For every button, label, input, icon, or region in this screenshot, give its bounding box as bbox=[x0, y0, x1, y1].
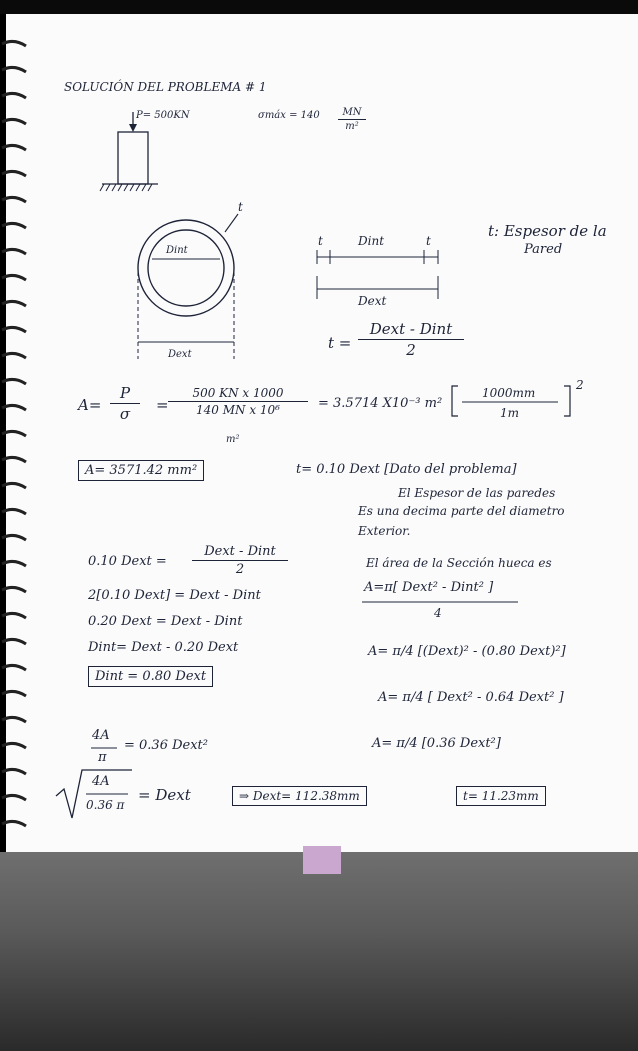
spiral-ring bbox=[2, 717, 26, 722]
spiral-ring bbox=[2, 665, 26, 670]
spiral-ring bbox=[2, 301, 26, 306]
spiral-ring bbox=[2, 353, 26, 358]
spiral-ring bbox=[2, 327, 26, 332]
spiral-ring bbox=[2, 171, 26, 176]
spiral-ring bbox=[2, 431, 26, 436]
definition-line2: Pared bbox=[524, 242, 563, 257]
t-result-box: t= 11.23mm bbox=[456, 786, 546, 806]
spiral-ring bbox=[2, 119, 26, 124]
spiral-ring bbox=[2, 769, 26, 774]
dext-label: Dext bbox=[168, 349, 192, 360]
spiral-ring bbox=[2, 535, 26, 540]
area-equals: = bbox=[156, 396, 169, 414]
note-line1: El Espesor de las paredes bbox=[398, 486, 556, 500]
spiral-ring bbox=[2, 145, 26, 150]
hollow-area-caption: El área de la Sección hueca es bbox=[366, 556, 552, 570]
scan-border bbox=[0, 0, 638, 14]
spiral-ring bbox=[2, 821, 26, 826]
step-4: Dint= Dext - 0.20 Dext bbox=[88, 640, 239, 655]
area-fraction: 500 KN x 1000 140 MN x 10⁶ bbox=[168, 386, 308, 417]
spiral-ring bbox=[2, 587, 26, 592]
hollow-area-formula-3: A= π/4 [ Dext² - 0.64 Dext² ] bbox=[378, 690, 564, 705]
spiral-ring bbox=[2, 743, 26, 748]
spiral-ring bbox=[2, 249, 26, 254]
sqrt-denominator: 0.36 π bbox=[86, 798, 125, 812]
load-label: P= 500KN bbox=[136, 110, 190, 121]
notebook-page bbox=[6, 14, 638, 852]
note-line3: Exterior. bbox=[358, 524, 411, 538]
p-over-sigma: P σ bbox=[110, 384, 140, 423]
thickness-label: t bbox=[238, 200, 243, 214]
wall-t-left: t bbox=[318, 234, 323, 248]
dext-result-box: ⇒ Dext= 112.38mm bbox=[232, 786, 367, 806]
definition-line1: t: Espesor de la bbox=[488, 222, 607, 240]
t-formula-fraction: Dext - Dint 2 bbox=[358, 320, 464, 359]
wall-dext: Dext bbox=[358, 294, 387, 308]
spiral-ring bbox=[2, 223, 26, 228]
hollow-area-formula-2: A= π/4 [(Dext)² - (0.80 Dext)²] bbox=[368, 644, 566, 659]
page-title: SOLUCIÓN DEL PROBLEMA # 1 bbox=[64, 80, 267, 94]
note-line2: Es una decima parte del diametro bbox=[358, 504, 565, 518]
step-1: 0.10 Dext = bbox=[88, 554, 167, 569]
spiral-ring bbox=[2, 41, 26, 46]
spiral-ring bbox=[2, 639, 26, 644]
sqrt-rhs: = Dext bbox=[138, 786, 191, 804]
spiral-ring bbox=[2, 275, 26, 280]
spiral-ring bbox=[2, 795, 26, 800]
step-1-fraction: Dext - Dint 2 bbox=[192, 544, 288, 577]
t-formula-lhs: t = bbox=[328, 334, 352, 352]
sigma-max: σmáx = 140 bbox=[258, 110, 320, 121]
area-lhs: A= bbox=[78, 396, 102, 414]
spiral-ring bbox=[2, 483, 26, 488]
conversion-denominator: 1m bbox=[500, 406, 520, 420]
spiral-ring bbox=[2, 691, 26, 696]
dint-label: Dint bbox=[166, 245, 188, 256]
spiral-ring bbox=[2, 379, 26, 384]
area-result-box: A= 3571.42 mm² bbox=[78, 460, 204, 481]
scan-background bbox=[0, 852, 638, 1051]
conversion-numerator: 1000mm bbox=[482, 386, 536, 400]
step-2: 2[0.10 Dext] = Dext - Dint bbox=[88, 588, 261, 603]
hollow-area-formula-1-den: 4 bbox=[434, 606, 442, 620]
final-eq-num: 4A bbox=[92, 728, 110, 743]
sqrt-numerator: 4A bbox=[92, 774, 110, 789]
page-tab bbox=[303, 846, 341, 874]
diagram-drawings bbox=[6, 14, 638, 852]
spiral-ring bbox=[2, 509, 26, 514]
area-den-unit: m² bbox=[226, 434, 240, 445]
step-3: 0.20 Dext = Dext - Dint bbox=[88, 614, 243, 629]
conversion-exponent: 2 bbox=[576, 378, 584, 392]
spiral-ring bbox=[2, 197, 26, 202]
spiral-ring bbox=[2, 405, 26, 410]
spiral-ring bbox=[2, 457, 26, 462]
sigma-units: MN m² bbox=[338, 107, 366, 132]
area-result: = 3.5714 X10⁻³ m² bbox=[318, 396, 443, 411]
spiral-ring bbox=[2, 67, 26, 72]
final-eq-rhs: = 0.36 Dext² bbox=[124, 738, 208, 753]
wall-t-right: t bbox=[426, 234, 431, 248]
wall-dint: Dint bbox=[358, 234, 385, 248]
final-eq-den: π bbox=[98, 750, 107, 765]
hollow-area-formula-4: A= π/4 [0.36 Dext²] bbox=[372, 736, 501, 751]
spiral-ring bbox=[2, 613, 26, 618]
data-line: t= 0.10 Dext [Dato del problema] bbox=[296, 462, 517, 477]
dint-result-box: Dint = 0.80 Dext bbox=[88, 666, 213, 687]
hollow-area-formula-1: A=π[ Dext² - Dint² ] bbox=[364, 580, 494, 595]
spiral-binding bbox=[0, 14, 30, 844]
spiral-ring bbox=[2, 561, 26, 566]
spiral-ring bbox=[2, 93, 26, 98]
